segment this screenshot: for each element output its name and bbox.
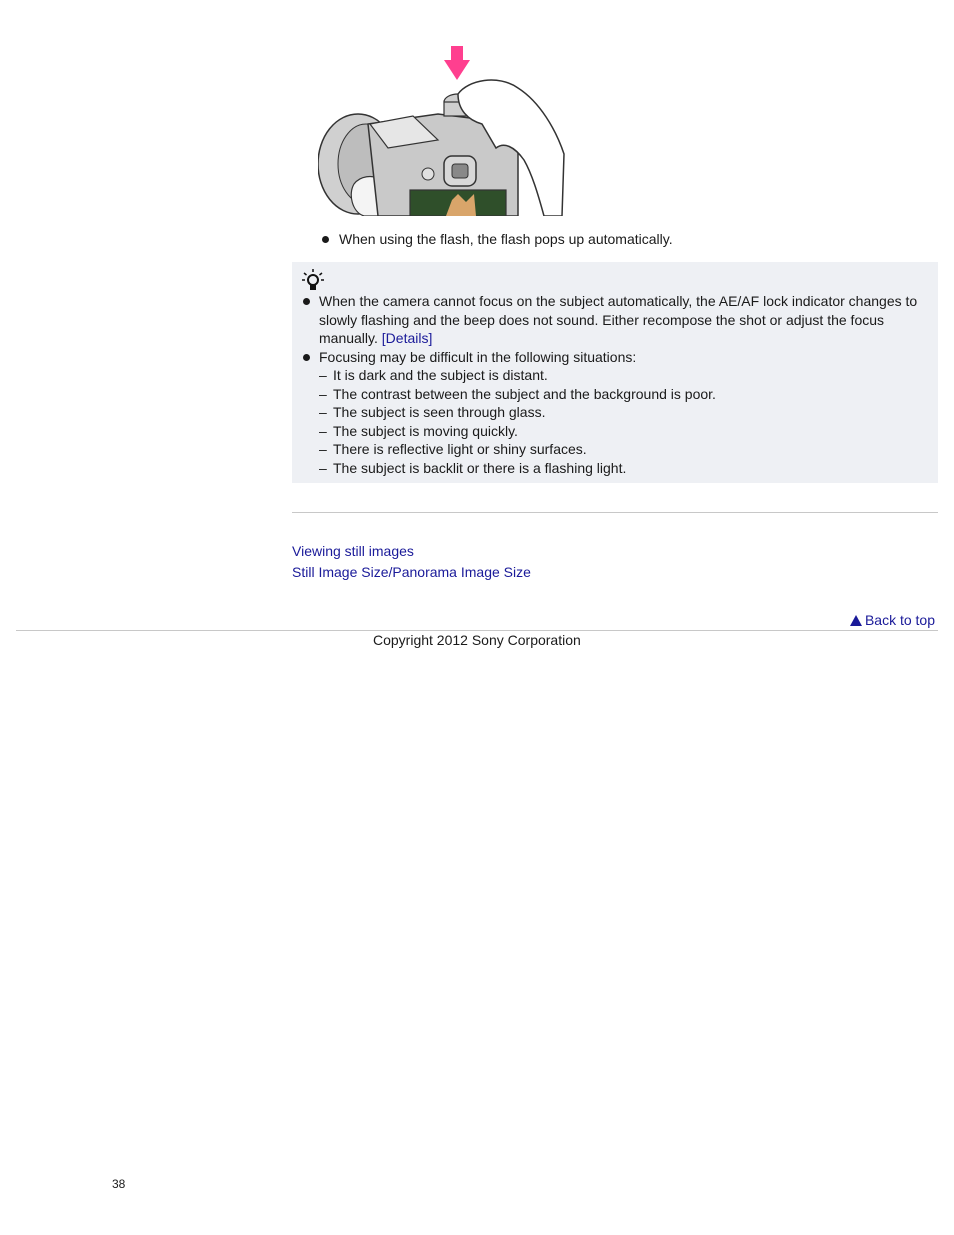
related-link-image-size[interactable]: Still Image Size/Panorama Image Size (292, 564, 531, 580)
situation-text: The subject is seen through glass. (333, 404, 546, 420)
copyright: Copyright 2012 Sony Corporation (373, 632, 581, 648)
bullet-icon (303, 298, 310, 305)
situation-item (303, 440, 923, 459)
dash-marker: – (319, 459, 327, 476)
bullet-icon (322, 236, 329, 243)
related-links (292, 541, 531, 583)
situation-text: The contrast between the subject and the background is poor. (333, 385, 716, 402)
situation-item (303, 422, 923, 441)
hint-item-focus-indicator (303, 292, 923, 348)
camera-shutter-illustration (318, 44, 566, 216)
dash-marker: – (319, 441, 327, 457)
related-link-viewing-still-images[interactable]: Viewing still images (292, 543, 414, 559)
hint-list (303, 292, 923, 477)
hint-item-difficult-situations (303, 348, 923, 367)
dash-marker: – (319, 385, 327, 402)
situation-text: It is dark and the subject is distant. (333, 367, 548, 383)
lightbulb-icon (302, 269, 324, 293)
bullet-icon (303, 354, 310, 361)
situation-item (303, 366, 923, 385)
page-number: 38 (112, 1177, 126, 1191)
flash-note-text: When using the flash, the flash pops up automatically. (339, 231, 673, 247)
situation-text: There is reflective light or shiny surfaces. (333, 441, 587, 457)
dash-marker: – (319, 404, 327, 420)
situation-text: The subject is backlit or there is a flashing light. (333, 459, 627, 476)
hint-item-text: When the camera cannot focus on the subject automatically, the AE/AF lock indicator changes to slowly flashing and the beep does not sound. Either recompose the shot or adjust the focus manually. (319, 293, 918, 346)
situation-item (303, 385, 923, 404)
situation-text: The subject is moving quickly. (333, 422, 518, 439)
divider (292, 512, 938, 513)
hint-box (292, 262, 938, 483)
back-to-top-link[interactable] (850, 611, 935, 629)
situation-item (303, 459, 923, 478)
up-triangle-icon (850, 615, 862, 626)
flash-note (322, 230, 922, 248)
situation-item (303, 403, 923, 422)
back-to-top-label: Back to top (864, 612, 935, 628)
dash-marker: – (319, 367, 327, 383)
hint-item-text: Focusing may be difficult in the following situations: (319, 348, 637, 365)
details-link[interactable]: [Details] (381, 330, 433, 346)
dash-marker: – (319, 422, 327, 439)
